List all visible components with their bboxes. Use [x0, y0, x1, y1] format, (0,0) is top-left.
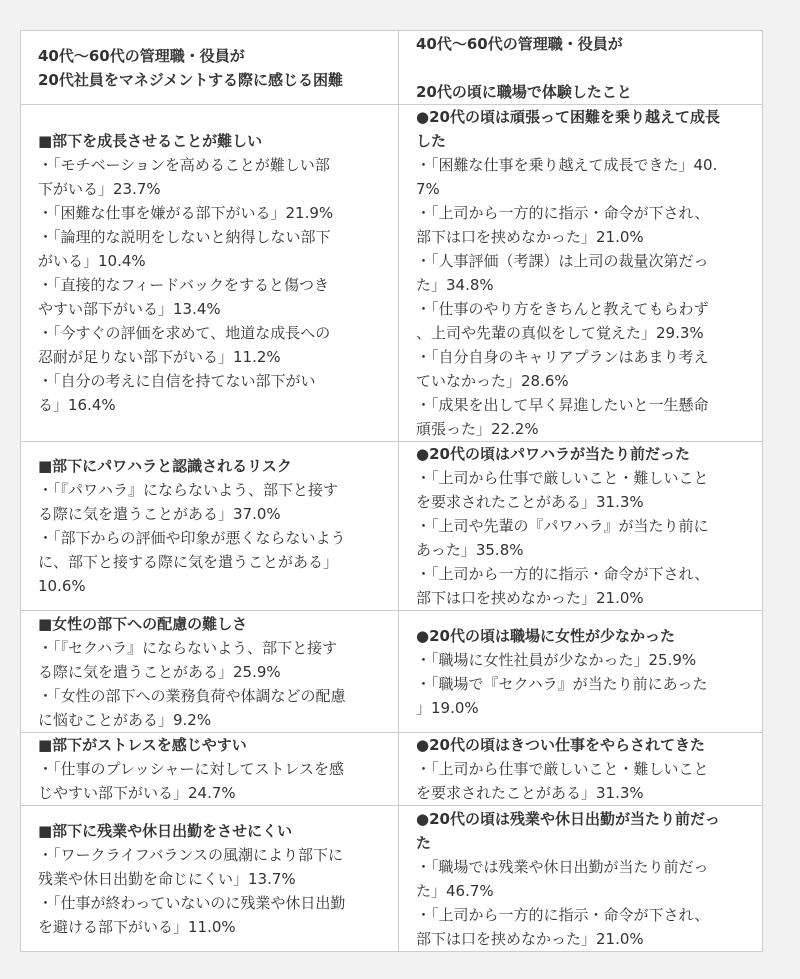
- right-line: ・「困難な仕事を乗り越えて成長できた」40.: [416, 156, 718, 174]
- left-line: ・「論理的な説明をしないと納得しない部下: [38, 228, 331, 246]
- left-margin: [0, 30, 20, 948]
- table-row: [21, 442, 763, 611]
- right-line: 部下は口を挟めなかった」21.0%: [416, 228, 644, 246]
- left-line: る際に気を遣うことがある」37.0%: [38, 505, 281, 523]
- left-line: ・「ワークライフバランスの風潮により部下に: [38, 845, 343, 864]
- left-line: がいる」10.4%: [38, 252, 146, 270]
- left-line: ・「今すぐの評価を求めて、地道な成長への: [38, 324, 331, 342]
- survey-comparison-table: [20, 30, 763, 952]
- right-cell: [399, 806, 763, 952]
- left-line: ・「女性の部下への業務負荷や体調などの配慮: [38, 686, 346, 705]
- left-heading: ■部下がストレスを感じやすい: [38, 736, 247, 754]
- left-heading: ■部下にパワハラと認識されるリスク: [38, 457, 292, 475]
- header-left-line: 20代社員をマネジメントする際に感じる困難: [38, 70, 343, 89]
- right-cell: [399, 611, 763, 733]
- table-row: [21, 611, 763, 733]
- left-line: やすい部下がいる」13.4%: [38, 300, 221, 318]
- right-line: ・「自分自身のキャリアプランはあまり考え: [416, 348, 709, 366]
- right-line: 部下は口を挟めなかった」21.0%: [416, 929, 644, 948]
- left-cell: [21, 442, 399, 611]
- left-line: ・「仕事のプレッシャーに対してストレスを感: [38, 760, 345, 778]
- left-line: る際に気を遣うことがある」25.9%: [38, 662, 281, 681]
- right-heading: ●20代の頃はパワハラが当たり前だった: [416, 445, 690, 463]
- right-heading: ●20代の頃は職場に女性が少なかった: [416, 626, 675, 645]
- right-line: ・「職場では残業や休日出勤が当たり前だっ: [416, 857, 709, 876]
- table-row: [21, 806, 763, 952]
- right-margin: [762, 30, 800, 948]
- right-line: た」34.8%: [416, 276, 494, 294]
- left-line: ・「『セクハラ』にならないよう、部下と接す: [38, 638, 338, 657]
- right-line: を要求されたことがある」31.3%: [416, 784, 644, 802]
- left-line: ・「モチベーションを高めることが難しい部: [38, 156, 330, 174]
- right-heading: ●20代の頃は残業や休日出勤が当たり前だっ: [416, 809, 720, 828]
- right-line: ・「上司から一方的に指示・命令が下され、: [416, 565, 710, 583]
- right-line: ・「上司から一方的に指示・命令が下され、: [416, 905, 710, 924]
- left-line: る」16.4%: [38, 396, 116, 414]
- left-line: ・「困難な仕事を嫌がる部下がいる」21.9%: [38, 204, 334, 222]
- left-line: ・「部下からの評価や印象が悪くならないよう: [38, 529, 346, 547]
- left-line: に、部下と接する際に気を遣うことがある」: [38, 553, 339, 571]
- right-line: ・「上司から仕事で厳しいこと・難しいこと: [416, 469, 709, 487]
- right-heading: ●20代の頃は頑張って困難を乗り越えて成長: [416, 108, 720, 126]
- right-line: ・「人事評価（考課）は上司の裁量次第だっ: [416, 252, 709, 270]
- bottom-margin: [0, 948, 800, 979]
- right-line: 7%: [416, 180, 440, 198]
- left-line: 下がいる」23.7%: [38, 180, 161, 198]
- right-line: ・「上司から仕事で厳しいこと・難しいこと: [416, 760, 709, 778]
- right-cell: [399, 733, 763, 806]
- left-line: ・「『パワハラ』にならないよう、部下と接す: [38, 481, 339, 499]
- right-line: ・「職場で『セクハラ』が当たり前にあった: [416, 674, 708, 693]
- right-heading: た: [416, 833, 432, 852]
- right-line: ・「上司や先輩の『パワハラ』が当たり前に: [416, 517, 709, 535]
- right-line: を要求されたことがある」31.3%: [416, 493, 644, 511]
- right-line: た」46.7%: [416, 881, 494, 900]
- right-heading: ●20代の頃はきつい仕事をやらされてきた: [416, 736, 705, 754]
- left-line: じやすい部下がいる」24.7%: [38, 784, 236, 802]
- top-margin: [0, 0, 800, 30]
- left-line: 10.6%: [38, 577, 86, 595]
- right-line: ・「上司から一方的に指示・命令が下され、: [416, 204, 710, 222]
- left-cell: [21, 611, 399, 733]
- right-line: ・「職場に女性社員が少なかった」25.9%: [416, 650, 697, 669]
- right-line: 頑張った」22.2%: [416, 420, 539, 438]
- table-row: [21, 105, 763, 442]
- header-left-cell: [21, 31, 399, 105]
- header-right-cell: [399, 31, 763, 105]
- right-line: 」19.0%: [416, 698, 479, 717]
- header-row: [21, 31, 763, 105]
- left-line: を避ける部下がいる」11.0%: [38, 917, 236, 936]
- left-cell: [21, 733, 399, 806]
- left-line: ・「仕事が終わっていないのに残業や休日出勤: [38, 893, 346, 912]
- right-heading: した: [416, 132, 447, 150]
- right-line: ・「仕事のやり方をきちんと教えてもらわず: [416, 300, 709, 318]
- left-cell: [21, 806, 399, 952]
- right-line: あった」35.8%: [416, 541, 524, 559]
- left-line: ・「直接的なフィードバックをすると傷つき: [38, 276, 330, 294]
- left-cell: [21, 105, 399, 442]
- header-right-line: 40代〜60代の管理職・役員が: [416, 34, 623, 53]
- left-heading: ■部下を成長させることが難しい: [38, 132, 263, 150]
- right-cell: [399, 442, 763, 611]
- left-line: ・「自分の考えに自信を持てない部下がい: [38, 372, 316, 390]
- left-heading: ■部下に残業や休日出勤をさせにくい: [38, 821, 293, 840]
- right-line: 、上司や先輩の真似をして覚えた」29.3%: [416, 324, 704, 342]
- header-right-line: 20代の頃に職場で体験したこと: [416, 82, 632, 101]
- table-row: [21, 733, 763, 806]
- header-left-line: 40代〜60代の管理職・役員が: [38, 46, 245, 65]
- left-line: 忍耐が足りない部下がいる」11.2%: [38, 348, 281, 366]
- right-line: 部下は口を挟めなかった」21.0%: [416, 589, 644, 607]
- left-line: 残業や休日出勤を命じにくい」13.7%: [38, 869, 296, 888]
- right-cell: [399, 105, 763, 442]
- header-right-line: [416, 56, 750, 80]
- right-line: ・「成果を出して早く昇進したいと一生懸命: [416, 396, 709, 414]
- left-heading: ■女性の部下への配慮の難しさ: [38, 614, 248, 633]
- left-line: に悩むことがある」9.2%: [38, 710, 212, 729]
- right-line: ていなかった」28.6%: [416, 372, 569, 390]
